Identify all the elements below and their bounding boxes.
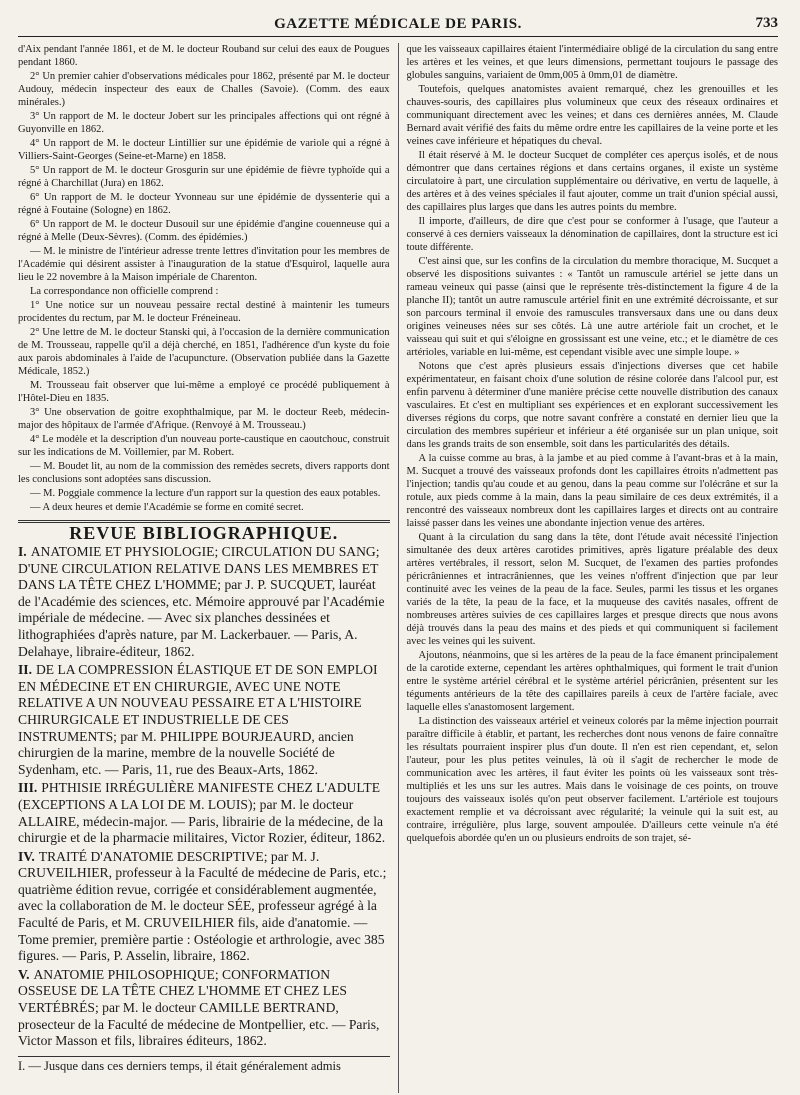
paragraph: 4° Un rapport de M. le docteur Lintillier sur une épidémie de variole qui a régné à Villiers-Saint-Georges (Seine-et-Marne) en 1858. xyxy=(18,138,390,162)
entry-number: III. xyxy=(18,780,38,796)
paragraph: La correspondance non officielle comprend : xyxy=(30,286,219,297)
entry-number: I. xyxy=(18,544,27,559)
paragraph: 6° Un rapport de M. le docteur Yvonneau sur une épidémie de dyssenterie qui a régné à Foutaine (Sologne) en 1862. xyxy=(18,192,390,216)
entry-text: ANATOMIE ET PHYSIOLOGIE; CIRCULATION DU SANG; D'UNE CIRCULATION RELATIVE DANS LES MEMBRES ET DANS LA TÊTE CHEZ L'HOMME; par J. P. SUCQUET, lauréat de l'Académie des sciences, etc. Mémoire approuvé par l'Académie impériale de médecine. — Avec six planches dessinées et lithographiées d'après nature, par M. Lackerbauer. — Paris, A. Delahaye, libraire-éditeur, 1862. xyxy=(18,544,385,659)
entry-text: PHTHISIE IRRÉGULIÈRE MANIFESTE CHEZ L'ADULTE (EXCEPTIONS A LA LOI DE M. LOUIS); par M. le docteur ALLAIRE, médecin-major. — Paris, librairie de la médecine, de la chirurgie et de la pharmacie militaires, Victor Rozier, éditeur, 1862. xyxy=(18,780,386,846)
entry-text: ANATOMIE PHILOSOPHIQUE; CONFORMATION OSSEUSE DE LA TÊTE CHEZ L'HOMME ET CHEZ LES VERTÉBRÉS; par M. le docteur CAMILLE BERTRAND, prosecteur de la Faculté de médecine de Montpellier, etc. — Paris, Victor Masson et fils, libraires éditeurs, 1862. xyxy=(18,966,380,1049)
paragraph: M. Trousseau fait observer que lui-même a employé ce procédé publiquement à l'Hôtel-Dieu en 1835. xyxy=(18,380,390,404)
paragraph: 5° Un rapport de M. le docteur Grosgurin sur une épidémie de fièvre typhoïde qui a régné à Charchillat (Jura) en 1862. xyxy=(18,165,390,189)
paragraph: 3° Une observation de goitre exophthalmique, par M. le docteur Reeb, médecin-major des hôpitaux de l'armée d'Afrique. (Renvoyé à M. Trousseau.) xyxy=(18,407,390,431)
paragraph: Ajoutons, néanmoins, que si les artères de la peau de la face émanent principalement de la carotide externe, cependant les artères ophthalmiques, qui forment le trait d'union entre le système artériel cérébral et le système artériel péricrânien, présentent sur les téguments antérieurs de la tête des capillaires pareils à ceux de l'artère faciale, avec laquelle elles s'anastomosent largement. xyxy=(406,650,778,713)
paragraph: Il était réservé à M. le docteur Sucquet de compléter ces aperçus isolés, et de nous démontrer que dans certaines régions et dans certains organes, il existe un système circulatoire à part, une circulation supplémentaire ou dérivative, en vertu de laquelle, à des artères et à des veines spéciales il faut ajouter, comme un trait d'union spécial aussi, des capillaires plus larges que dans les autres points du membre. xyxy=(406,150,778,213)
paragraph: Notons que c'est après plusieurs essais d'injections diverses que cet habile expérimentateur, en faisant choix d'une solution de résine colorée dans l'alcool pur, est enfin parvenu à déterminer d'une manière précise cette nouvelle distribution des canaux vasculaires. Et c'est en multipliant ses expériences et en explorant successivement les diverses régions du corps, que notre savant confrère a constaté en dernier lieu que la circulation des membres supérieur et inférieur a été organisée sur un plan unique, soit dans les grands traits de son ensemble, soit dans les particularités des détails. xyxy=(406,361,778,450)
paragraph: que les vaisseaux capillaires étaient l'intermédiaire obligé de la circulation du sang entre les artères et les veines, et que leurs dimensions, permettant toujours le passage des globules sanguins, variaient de 0mm,005 à 0mm,01 de diamètre. xyxy=(406,44,778,81)
bibliography-entry xyxy=(18,780,390,846)
entry-number: II. xyxy=(18,662,32,678)
page-header xyxy=(18,10,778,37)
entry-number: V. xyxy=(18,966,30,982)
entry-number: IV. xyxy=(18,848,35,864)
entry-text: DE LA COMPRESSION ÉLASTIQUE ET DE SON EMPLOI EN MÉDECINE ET EN CHIRURGIE, AVEC UNE NOTE RELATIVE A UN NOUVEAU PESSAIRE ET A L'HISTOIRE CHIRURGICALE ET INDUSTRIELLE DE CES INSTRUMENTS; par M. PHILIPPE BOURJEAURD, ancien chirurgien de la marine, membre de la nouvelle Société de Sydenham, etc. — Paris, 11, rue des Beaux-Arts, 1862. xyxy=(18,662,378,777)
text-columns xyxy=(18,43,778,1093)
paragraph: 2° Une lettre de M. le docteur Stanski qui, à l'occasion de la dernière communication de M. Trousseau, rappelle qu'il a déjà cherché, en 1851, l'adhérence d'un kyste du foie aux parois abdominales à l'aide de l'acupuncture. (Observation publiée dans la Gazette Médicale, 1852.) xyxy=(18,327,390,377)
paragraph: 3° Un rapport de M. le docteur Jobert sur les principales affections qui ont régné à Guyonville en 1862. xyxy=(18,111,390,135)
paragraph: La distinction des vaisseaux artériel et veineux colorés par la même injection pourrait paraître difficile à établir, et partant, les recherches dont nous venons de faire connaître les résultats pourraient inspirer plus d'un doute. Il n'en est rien cependant, et, selon l'auteur, pour les plus petites veinules, là où il s'agit de rechercher le mode de communication avec les artères, il faut éviter les points où les vaisseaux sont très-multipliés et les uns sur les autres. Mais dans le voisinage de ces points, on trouve toujours des vaisseaux isolés qu'on peut observer facilement. L'artériole est toujours exactement remplie et va décroissant avec régularité; la veinule qui la suit est, au contraire, irrégulière, plus large, souvent ampoulée. D'ailleurs cette veinule n'a été quelquefois abordée qu'en un ou plusieurs endroits de son trajet, sé- xyxy=(406,716,778,844)
divider xyxy=(18,1056,390,1057)
section-title: REVUE BIBLIOGRAPHIQUE. xyxy=(69,523,339,543)
paragraph: Il importe, d'ailleurs, de dire que c'est pour se conformer à l'usage, que l'auteur a conservé à ces derniers vaisseaux la dénomination de capillaires, dont la structure est ici toute différente. xyxy=(406,216,778,253)
journal-title: GAZETTE MÉDICALE DE PARIS. xyxy=(274,16,522,32)
bibliography-entry xyxy=(18,849,390,965)
paragraph: — M. Poggiale commence la lecture d'un rapport sur la question des eaux potables. xyxy=(30,488,381,499)
paragraph: 2° Un premier cahier d'observations médicales pour 1862, présenté par M. le docteur Audouy, médecin inspecteur des eaux de Challes (Savoie). (Comm. des eaux minérales.) xyxy=(18,71,390,108)
paragraph: 6° Un rapport de M. le docteur Dusouil sur une épidémie d'angine couenneuse qui a régné à Melle (Deux-Sèvres). (Comm. des épidémies.) xyxy=(18,219,390,243)
paragraph: — A deux heures et demie l'Académie se forme en comité secret. xyxy=(30,502,304,513)
bibliography-entry xyxy=(18,662,390,778)
paragraph: — M. Boudet lit, au nom de la commission des remèdes secrets, divers rapports dont les conclusions sont adoptées sans discussion. xyxy=(18,461,390,485)
paragraph: Quant à la circulation du sang dans la tête, dont l'étude avait nécessité l'injection simultanée des deux artères carotides primitives, après ligature préalable des deux artères vertébrales, il ressort, selon M. Sucquet, de l'examen des parties profondes péricrâniennes et intracrâniennes, que les veines n'offrent d'injection que par leur continuité avec les veines de la peau de la face. Seules, parmi les tissus et les organes variés de la tête, la peau de la face, et la muqueuse des cavités nasales, offrent de nombreuses artères suivies de ces capillaires larges et presque directs que nous avons déjà trouvés dans la peau des mains et des pieds et qui communiquent si facilement avec les veines qui les suivent. xyxy=(406,532,778,647)
bibliography-entry xyxy=(18,544,390,660)
entry-text: TRAITÉ D'ANATOMIE DESCRIPTIVE; par M. J. CRUVEILHIER, professeur à la Faculté de médecine de Paris, etc.; quatrième édition revue, corrigée et considérablement augmentée, avec la collaboration de M. le docteur SÉE, professeur agrégé à la Faculté de Paris, et M. CRUVEILHIER fils, aide d'anatomie. — Tome premier, première partie : Ostéologie et arthrologie, avec 385 figures. — Paris, P. Asselin, libraire, 1862. xyxy=(18,848,387,964)
paragraph: Toutefois, quelques anatomistes avaient remarqué, chez les grenouilles et les chauves-souris, des capillaires plus volumineux que ceux des réseaux ordinaires et communiquant directement avec les veines; et dans ces dernières années, M. Claude Bernard avait vérifié des faits du même ordre entre les capillaires de la veine porte et les veines cave inférieure et hépatiques du cheval. xyxy=(406,84,778,147)
bibliography-entry xyxy=(18,967,390,1050)
paragraph: 4° Le modèle et la description d'un nouveau porte-caustique en caoutchouc, construit sur les indications de M. Voillemier, par M. Robert. xyxy=(18,434,390,458)
paragraph: — M. le ministre de l'intérieur adresse trente lettres d'invitation pour les membres de l'Académie qui désirent assister à l'inauguration de la statue d'Esquirol, laquelle aura lieu le 22 novembre à la Maison impériale de Charenton. xyxy=(18,246,390,283)
article-opening-line: I. — Jusque dans ces derniers temps, il était généralement admis xyxy=(18,1058,341,1073)
paragraph: 1° Une notice sur un nouveau pessaire rectal destiné à maintenir les tumeurs procidentes du rectum, par M. le docteur Fréneineau. xyxy=(18,300,390,324)
paragraph: A la cuisse comme au bras, à la jambe et au pied comme à l'avant-bras et à la main, M. Sucquet a trouvé des vaisseaux profonds dont les capillaires étroits n'admettent pas l'injection; tandis qu'au coude et au genou, dans la peau comme sur l'olécrâne et sur la rotule, aux pieds comme à la main, dans la peau similaire de ces deux extrémités, il a rencontré des vaisseaux nombreux dont les capillaires larges et directs ont au contraire laissé passer dans les veines une abondante injection venue des artères. xyxy=(406,453,778,529)
paragraph: C'est ainsi que, sur les confins de la circulation du membre thoracique, M. Sucquet a observé les dispositions suivantes : « Tantôt un ramuscule artériel se jette dans un rameau veineux qui passe (ainsi que le représente très-distinctement la figure 4 de la planche II); tantôt un autre ramuscule artériel finit en une extrémité décroissante, et sur son parcours terminal il envoie des ramuscules transversaux dans une ou dans deux origines veineuses nées sur ses côtés. Là une autre artériole fait un crochet, et le vaisseau qui suit et qui s'éloigne en grossissant est une veine, etc.; et le diamètre de ces artérioles, variable en lui-même, est cependant visible avec une simple loupe. » xyxy=(406,256,778,358)
right-column xyxy=(399,43,779,1093)
paragraph: d'Aix pendant l'année 1861, et de M. le docteur Rouband sur celui des eaux de Pougues pendant 1860. xyxy=(18,44,390,68)
page-number: 733 xyxy=(755,15,778,31)
left-column xyxy=(18,43,399,1093)
